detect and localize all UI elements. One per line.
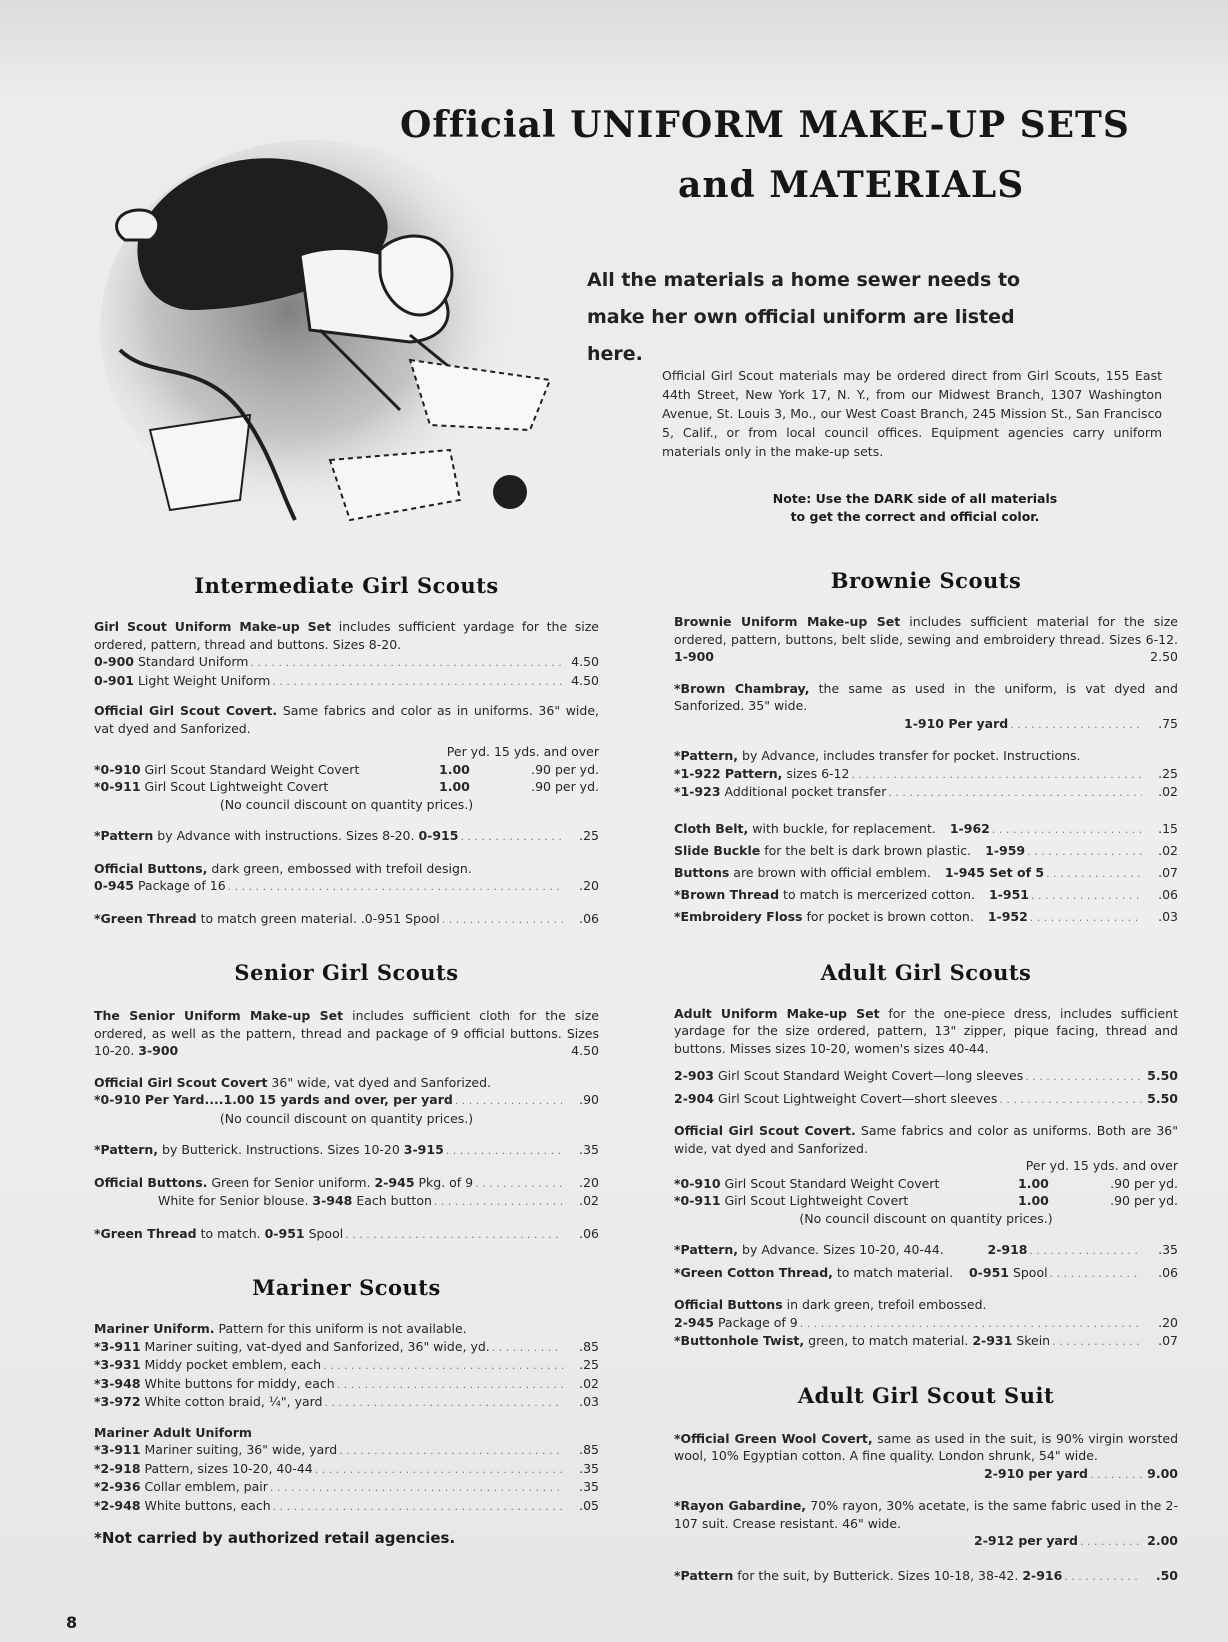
item-code: 3-948	[312, 1193, 353, 1208]
item-code: 1-959	[985, 842, 1026, 858]
item-code: 1-951	[988, 886, 1029, 902]
brownie-pattern	[674, 747, 1178, 802]
item-code: 1-952	[987, 908, 1028, 924]
item-code: 2-916	[1022, 1567, 1063, 1583]
pattern-description: by Advance with instructions. Sizes 8-20.	[153, 828, 419, 843]
price-row	[94, 1091, 599, 1110]
intermediate-make-up-set	[94, 618, 599, 690]
item-code: 3-915	[403, 1142, 444, 1157]
price-row	[94, 1141, 599, 1160]
item-price: .02	[1158, 842, 1178, 858]
covert-title: Official Girl Scout Covert.	[674, 1123, 856, 1138]
item-label: with buckle, for replacement.	[748, 820, 936, 836]
item-code: 1-900	[674, 649, 714, 664]
suit-heading: Adult Girl Scout Suit	[797, 1382, 1055, 1408]
pattern-title: *Pattern,	[674, 1242, 739, 1257]
set-title: Adult Uniform Make-up Set	[674, 1005, 880, 1021]
price-row	[674, 906, 1178, 928]
item-price: .35	[579, 1142, 599, 1157]
item-label: Girl Scout Standard Weight Covert—long sleeves	[713, 1068, 1024, 1083]
mariner-item-list	[94, 1338, 599, 1412]
item-price: .03	[579, 1394, 599, 1409]
twist-description: green, to match material.	[804, 1333, 973, 1348]
item-price: 5.50	[1147, 1090, 1178, 1106]
set-description: includes sufficient cloth for the size ordered, as well as the pattern, thread and package of 9 official buttons. Sizes 10-20.	[94, 1008, 599, 1058]
item-code: *0-910	[674, 1175, 721, 1191]
bulk-price: .90 per yd.	[531, 761, 599, 777]
item-label: Girl Scout Lightweight Covert—short sleeves	[713, 1090, 998, 1106]
item-price: .35	[1158, 1242, 1178, 1257]
item-code: 2-945	[674, 1314, 714, 1330]
uniform-description: Pattern for this uniform is not available.	[214, 1321, 467, 1336]
price-row	[94, 1192, 599, 1211]
item-label: Pattern, sizes 10-20, 40-44	[140, 1460, 313, 1476]
item-price: 4.50	[571, 672, 599, 688]
item-price: 4.50	[571, 1043, 599, 1058]
item-label: Girl Scout Lightweight Covert	[140, 779, 329, 794]
item-price: .75	[1158, 715, 1178, 731]
price-row	[674, 1067, 1178, 1086]
thread-description: to match.	[196, 1225, 265, 1241]
item-label: Skein	[1012, 1333, 1051, 1348]
item-code: 2-904	[674, 1090, 714, 1106]
buttons-description: dark green, embossed with trefoil design.	[207, 860, 472, 876]
brownie-heading: Brownie Scouts	[830, 568, 1022, 593]
item-code: 0-951	[968, 1264, 1009, 1280]
mariner-adult-uniform	[94, 1424, 599, 1516]
per-yard-price: 1.00	[1018, 1175, 1049, 1191]
item-code: 1-945 Set of 5	[944, 864, 1045, 880]
rayon-line: 2-912 per yard	[974, 1533, 1078, 1548]
covert-title: Official Girl Scout Covert	[94, 1074, 268, 1090]
item-label: Each button	[352, 1193, 432, 1208]
brownie-section	[674, 568, 1178, 1585]
brownie-accessory-list	[674, 818, 1178, 928]
item-price: .02	[579, 1375, 599, 1391]
item-label: Mariner suiting, vat-dyed and Sanforized, 36" wide, yd.	[140, 1338, 490, 1354]
price-row	[94, 653, 599, 672]
set-description: includes sufficient yardage for the size ordered, pattern, thread and buttons. Sizes 8-20.	[94, 619, 599, 652]
set-title: Girl Scout Uniform Make-up Set	[94, 619, 332, 634]
covert-line: *0-910 Per Yard....1.00 15 yards and over, per yard	[94, 1092, 453, 1107]
senior-buttons	[94, 1174, 599, 1211]
buttons-description: Green for Senior uniform.	[207, 1174, 375, 1190]
set-description: for the one-piece dress, includes sufficient yardage for the size ordered, pattern, 13" zipper, pique facing, thread and buttons. Misses sizes 10-20, women's sizes 40-44.	[674, 1005, 1178, 1056]
item-code: 0-915	[418, 828, 459, 843]
uniform-title: Mariner Uniform.	[94, 1321, 215, 1336]
item-code: 2-931	[972, 1333, 1013, 1348]
pattern-title: *Pattern,	[674, 748, 739, 763]
price-row	[94, 1393, 599, 1412]
price-row	[674, 1465, 1178, 1484]
pattern-description: by Advance, includes transfer for pocket. Instructions.	[738, 748, 1081, 763]
price-row	[674, 765, 1178, 784]
senior-pattern	[94, 1141, 599, 1160]
covert-description: 36" wide, vat dyed and Sanforized.	[267, 1074, 491, 1090]
wool-description: same as used in the suit, is 90% virgin worsted wool, 10% Egyptian cotton. A fine quality. London shrunk, 54" wide.	[674, 1430, 1178, 1463]
item-price: 4.50	[571, 654, 599, 669]
set-description: includes sufficient material for the size ordered, pattern, buttons, belt slide, sewing and embroidery thread. Sizes 6-12.	[674, 614, 1178, 647]
price-row	[94, 761, 599, 779]
chambray-title: *Brown Chambray,	[674, 680, 810, 696]
item-code: 0-900	[94, 654, 134, 669]
price-row	[674, 1192, 1178, 1210]
covert-column-header: Per yd. 15 yds. and over	[446, 744, 599, 759]
item-code: 0-901	[94, 672, 134, 688]
item-code: *1-923	[674, 784, 721, 799]
price-row	[674, 862, 1178, 884]
item-title: Slide Buckle	[674, 842, 761, 858]
thread-title: *Green Thread	[94, 1225, 197, 1241]
price-row	[94, 877, 599, 896]
item-label: are brown with official emblem.	[729, 864, 931, 880]
price-row	[674, 1175, 1178, 1193]
item-code: *1-922 Pattern,	[674, 765, 783, 781]
no-discount-note: (No council discount on quantity prices.)	[799, 1210, 1053, 1226]
pattern-title: *Pattern,	[94, 1142, 159, 1157]
item-price: 9.00	[1147, 1465, 1178, 1481]
color-note-line-2: to get the correct and official color.	[790, 509, 1040, 524]
price-row	[94, 1478, 599, 1497]
suit-pattern	[674, 1567, 1178, 1586]
covert-description: Same fabrics and color as uniforms. Both are 36" wide, vat dyed and Sanforized.	[674, 1123, 1178, 1156]
item-label: Spool	[1008, 1264, 1048, 1280]
rayon-title: *Rayon Gabardine,	[674, 1498, 807, 1513]
thread-description: to match green material. .0-951 Spool	[196, 910, 440, 926]
item-price: .03	[1158, 908, 1178, 924]
item-code: 0-945	[94, 878, 134, 893]
covert-description: Same fabrics and color as in uniforms. 36" wide, vat dyed and Sanforized.	[94, 703, 599, 736]
item-label: White buttons for middy, each	[140, 1375, 335, 1391]
item-title: Cloth Belt,	[674, 820, 749, 836]
item-price: .25	[579, 828, 599, 843]
color-note	[700, 490, 1130, 526]
senior-make-up-set	[94, 1007, 599, 1060]
item-label: Package of 16	[133, 878, 226, 893]
item-label: Light Weight Uniform	[133, 672, 271, 688]
price-row	[94, 1225, 599, 1244]
chambray-line: 1-910 Per yard	[904, 715, 1009, 731]
adult-uniform-title: Mariner Adult Uniform	[94, 1424, 252, 1440]
item-label: Collar emblem, pair	[140, 1479, 268, 1494]
item-price: .50	[1155, 1567, 1178, 1583]
bulk-price: .90 per yd.	[531, 779, 599, 794]
intermediate-heading: Intermediate Girl Scouts	[194, 573, 499, 598]
adult-make-up-set	[674, 1005, 1178, 1109]
brownie-chambray	[674, 680, 1178, 734]
item-label: Package of 9	[713, 1314, 798, 1330]
item-price: .06	[1158, 886, 1178, 902]
price-row	[674, 1241, 1178, 1260]
pattern-description: by Advance. Sizes 10-20, 40-44.	[738, 1242, 944, 1257]
item-label: Girl Scout Standard Weight Covert	[140, 761, 360, 777]
item-code: 0-951	[264, 1225, 305, 1241]
item-price: .25	[579, 1357, 599, 1372]
price-row	[94, 1497, 599, 1516]
item-price: .06	[579, 1225, 599, 1241]
tagline	[587, 262, 1057, 373]
item-code: *0-911	[94, 779, 141, 794]
item-label: White buttons, each	[140, 1497, 271, 1513]
price-row	[674, 1314, 1178, 1333]
buttons-title: Official Buttons.	[94, 1174, 208, 1190]
item-code: *3-931	[94, 1357, 141, 1372]
price-row	[674, 840, 1178, 862]
item-price: .02	[1158, 784, 1178, 799]
adult-heading: Adult Girl Scouts	[820, 959, 1032, 985]
chambray-description: the same as used in the uniform, is vat dyed and Sanforized. 35" wide.	[674, 680, 1178, 713]
senior-covert	[94, 1074, 599, 1128]
item-code: 3-900	[138, 1043, 179, 1058]
item-price: .20	[1158, 1314, 1178, 1330]
item-label: Mariner suiting, 36" wide, yard	[140, 1442, 338, 1457]
set-title: Brownie Uniform Make-up Set	[674, 614, 901, 629]
page-title-line-1: Official UNIFORM MAKE-UP SETS	[400, 104, 1130, 146]
price-row	[94, 1441, 599, 1460]
item-code: *0-911	[674, 1193, 721, 1208]
item-price: .90	[579, 1092, 599, 1107]
price-row	[674, 1332, 1178, 1351]
price-row	[94, 1375, 599, 1394]
senior-heading: Senior Girl Scouts	[234, 960, 459, 985]
intro-paragraph: Official Girl Scout materials may be ordered direct from Girl Scouts, 155 East 44th Street, New York 17, N. Y., from our Midwest Branch, 1307 Washington Avenue, St. Louis 3, Mo., our West Coast Branch, 245 Mission St., San Francisco 5, Calif., or from local council offices. Equipment agencies carry uniform materials only in the make-up sets.	[662, 368, 1162, 459]
mariner-uniform	[94, 1320, 599, 1412]
price-row	[94, 827, 599, 846]
color-note-line-1: Note: Use the DARK side of all materials	[772, 491, 1058, 506]
no-discount-note: (No council discount on quantity prices.)	[219, 796, 474, 812]
item-label: Standard Uniform	[133, 654, 249, 669]
item-label: Spool	[304, 1225, 344, 1241]
intermediate-covert	[94, 702, 599, 813]
price-row	[94, 1356, 599, 1375]
set-title: The Senior Uniform Make-up Set	[94, 1008, 344, 1023]
buttons-title: Official Buttons	[674, 1297, 783, 1312]
item-code: 2-945	[374, 1174, 415, 1190]
item-label: Middy pocket emblem, each	[140, 1357, 322, 1372]
item-code: *2-918	[94, 1460, 141, 1476]
rayon-description: 70% rayon, 30% acetate, is the same fabric used in the 2-107 suit. Crease resistant. 46" wide.	[674, 1498, 1178, 1531]
item-label: White cotton braid, ¼", yard	[140, 1394, 323, 1409]
price-row	[674, 715, 1178, 734]
item-price: 5.50	[1147, 1068, 1178, 1083]
item-code: *3-911	[94, 1442, 141, 1457]
pattern-description: for the suit, by Butterick. Sizes 10-18, 38-42.	[733, 1567, 1023, 1583]
suit-rayon-gabardine	[674, 1497, 1178, 1551]
thread-title: *Green Cotton Thread,	[674, 1264, 833, 1280]
item-price: .06	[1158, 1264, 1178, 1280]
intermediate-pattern	[94, 827, 599, 846]
intermediate-section	[94, 573, 599, 1547]
covert-column-header: Per yd. 15 yds. and over	[1025, 1158, 1178, 1173]
item-price: .35	[579, 1460, 599, 1476]
item-price: .35	[579, 1479, 599, 1494]
item-price: .02	[579, 1193, 599, 1208]
item-price: 2.50	[1150, 649, 1178, 664]
suit-wool-covert	[674, 1430, 1178, 1484]
item-code: 2-903	[674, 1068, 714, 1083]
retail-footnote: *Not carried by authorized retail agencies.	[94, 1529, 456, 1547]
item-price: 2.00	[1147, 1533, 1178, 1548]
covert-title: Official Girl Scout Covert.	[94, 703, 278, 718]
per-yard-price: 1.00	[1018, 1193, 1049, 1208]
item-title: Buttons	[674, 864, 730, 880]
no-discount-note: (No council discount on quantity prices.)	[219, 1110, 474, 1126]
intermediate-buttons	[94, 860, 599, 896]
pattern-title: *Pattern	[94, 828, 154, 843]
page-number: 8	[66, 1613, 78, 1632]
twist-title: *Buttonhole Twist,	[674, 1333, 805, 1348]
thread-description: to match material.	[832, 1264, 954, 1280]
tagline-line-2: make her own official uniform are listed here.	[587, 306, 1015, 365]
bulk-price: .90 per yd.	[1110, 1193, 1178, 1208]
price-row	[94, 910, 599, 929]
price-row	[674, 783, 1178, 802]
item-label: Pkg. of 9	[414, 1174, 474, 1190]
price-row	[94, 1460, 599, 1479]
item-title: *Brown Thread	[674, 886, 780, 902]
item-code: *2-936	[94, 1479, 141, 1494]
price-row	[94, 1174, 599, 1193]
pattern-title: *Pattern	[674, 1567, 734, 1583]
item-price: .85	[579, 1338, 599, 1354]
mariner-adult-item-list	[94, 1441, 599, 1515]
item-code: *3-972	[94, 1394, 141, 1409]
price-row	[674, 1567, 1178, 1586]
item-label: for the belt is dark brown plastic.	[760, 842, 972, 858]
item-price: .25	[1158, 765, 1178, 781]
bulk-price: .90 per yd.	[1110, 1175, 1178, 1191]
item-label: Girl Scout Lightweight Covert	[720, 1193, 909, 1208]
item-label: White for Senior blouse.	[158, 1193, 313, 1208]
item-code: *3-911	[94, 1338, 141, 1354]
item-code: *0-910	[94, 761, 141, 777]
item-price: .15	[1158, 820, 1178, 836]
buttons-title: Official Buttons,	[94, 860, 208, 876]
item-price: .07	[1158, 864, 1178, 880]
adult-covert	[674, 1122, 1178, 1227]
item-price: .20	[579, 878, 599, 893]
item-price: .85	[579, 1442, 599, 1457]
item-price: .05	[579, 1497, 599, 1513]
price-row	[674, 1090, 1178, 1109]
item-code: *3-948	[94, 1375, 141, 1391]
item-code: *2-948	[94, 1497, 141, 1513]
thread-title: *Green Thread	[94, 910, 197, 926]
price-row	[674, 1532, 1178, 1551]
wool-line: 2-910 per yard	[984, 1465, 1088, 1481]
girl-sewing-illustration	[80, 80, 620, 560]
item-code: 1-962	[949, 820, 990, 836]
item-price: .07	[1158, 1333, 1178, 1348]
pattern-description: by Butterick. Instructions. Sizes 10-20	[158, 1142, 404, 1157]
item-price: .06	[579, 910, 599, 926]
page-title-line-2: and MATERIALS	[678, 164, 1025, 206]
adult-pattern-thread	[674, 1241, 1178, 1282]
adult-buttons	[674, 1296, 1178, 1351]
mariner-heading: Mariner Scouts	[252, 1275, 441, 1300]
intermediate-thread	[94, 910, 599, 929]
brownie-make-up-set	[674, 613, 1178, 666]
item-label: for pocket is brown cotton.	[802, 908, 974, 924]
item-price: .20	[579, 1174, 599, 1190]
item-title: *Embroidery Floss	[674, 908, 803, 924]
tagline-line-1: All the materials a home sewer needs to	[587, 269, 1021, 291]
item-label: Additional pocket transfer	[720, 784, 887, 799]
per-yard-price: 1.00	[439, 761, 470, 777]
price-row	[94, 1338, 599, 1357]
price-row	[674, 884, 1178, 906]
price-row	[674, 818, 1178, 840]
item-label: to match is mercerized cotton.	[779, 886, 975, 902]
per-yard-price: 1.00	[439, 779, 470, 794]
price-row	[674, 1264, 1178, 1283]
wool-title: *Official Green Wool Covert,	[674, 1430, 873, 1446]
price-row	[94, 672, 599, 691]
senior-thread	[94, 1225, 599, 1244]
item-label: Girl Scout Standard Weight Covert	[720, 1175, 940, 1191]
buttons-description: in dark green, trefoil embossed.	[782, 1297, 987, 1312]
item-label: sizes 6-12	[782, 765, 850, 781]
item-code: 2-918	[987, 1242, 1028, 1257]
price-row	[94, 778, 599, 796]
